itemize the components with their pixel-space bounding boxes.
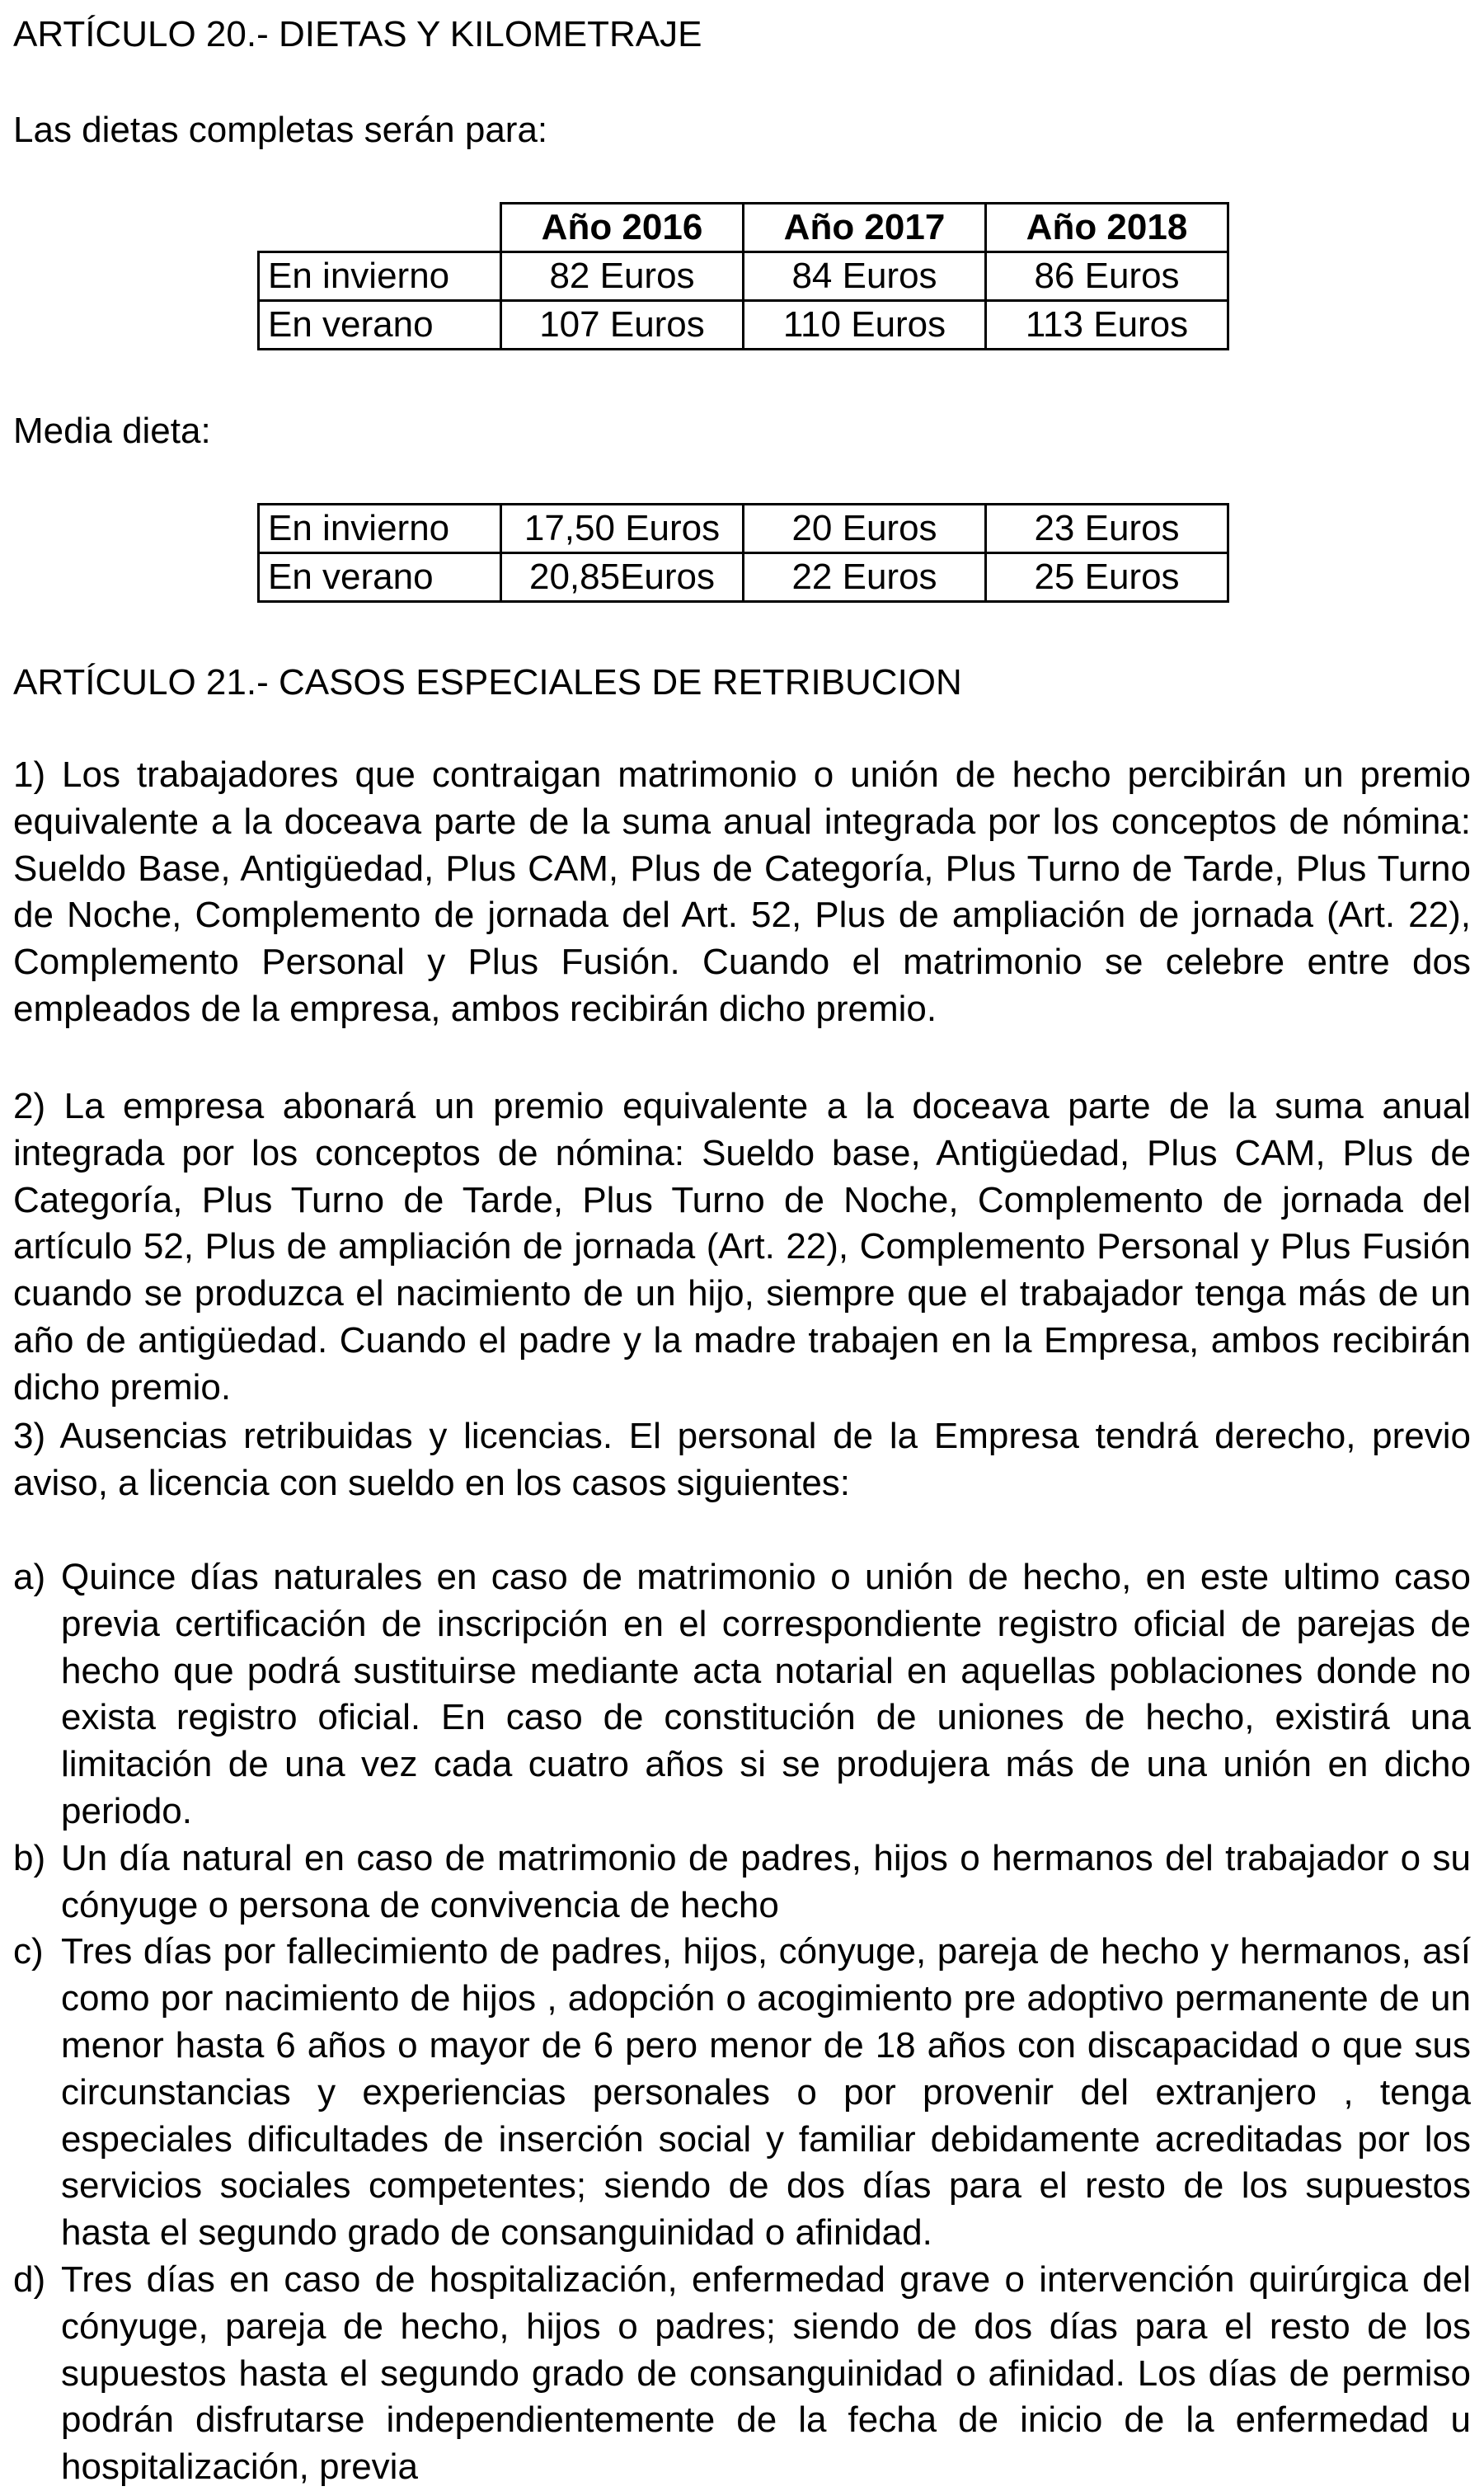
list-marker: c) <box>13 1931 44 1972</box>
rate-cell: 22 Euros <box>744 553 986 602</box>
year-header: Año 2017 <box>744 204 986 252</box>
year-header: Año 2016 <box>501 204 744 252</box>
half-diet-label: Media dieta: <box>13 411 211 451</box>
rate-cell: 17,50 Euros <box>501 505 744 553</box>
table-row <box>259 301 1228 350</box>
list-item <box>13 2257 1471 2491</box>
rate-cell: 113 Euros <box>986 301 1228 350</box>
table-header-row <box>259 204 1228 252</box>
rate-cell: 23 Euros <box>986 505 1228 553</box>
rate-cell: 20,85Euros <box>501 553 744 602</box>
list-item-text: Tres días por fallecimiento de padres, hijos, cónyuge, pareja de hecho y hermanos, así como por nacimiento de hijos , adopción o acogimiento pre adoptivo permanente de un menor hasta 6 años o mayor de 6 pero menor de 18 años con discapacidad o que sus circunstancias y experiencias personales o por provenir del extranjero , tenga especiales dificultades de inserción social y familiar debidamente acreditadas por los servicios sociales competentes; siendo de dos días para el resto de los supuestos hasta el segundo grado de consanguinidad o afinidad. <box>61 1931 1471 2254</box>
full-diet-table <box>257 202 1229 350</box>
list-item-text: Un día natural en caso de matrimonio de padres, hijos o hermanos del trabajador o su cónyuge o persona de convivencia de hecho <box>61 1837 1471 1925</box>
rate-cell: 25 Euros <box>986 553 1228 602</box>
rate-cell: 84 Euros <box>744 252 986 301</box>
list-item <box>13 1929 1471 2257</box>
season-label: En invierno <box>259 505 501 553</box>
list-marker: a) <box>13 1557 46 1597</box>
rate-cell: 107 Euros <box>501 301 744 350</box>
list-item <box>13 1554 1471 1835</box>
article-21-title: ARTÍCULO 21.- CASOS ESPECIALES DE RETRIBUCION <box>13 662 962 703</box>
table-row <box>259 252 1228 301</box>
paragraph-3: 3) Ausencias retribuidas y licencias. El personal de la Empresa tendrá derecho, previo aviso, a licencia con sueldo en los casos siguientes: <box>13 1416 1471 1503</box>
full-diet-intro: Las dietas completas serán para: <box>13 110 548 150</box>
list-item-text: Tres días en caso de hospitalización, enfermedad grave o intervención quirúrgica del cónyuge, pareja de hecho, hijos o padres; siendo de dos días para el resto de los supuestos hasta el segundo grado de consanguinidad o afinidad. Los días de permiso podrán disfrutarse independientemente de la fecha de inicio de la enfermedad u hospitalización, previa <box>61 2258 1471 2488</box>
rate-cell: 86 Euros <box>986 252 1228 301</box>
paragraph-2: 2) La empresa abonará un premio equivalente a la doceava parte de la suma anual integrada por los conceptos de nómina: Sueldo base, Antigüedad, Plus CAM, Plus de Categoría, Plus Turno de Tarde, Plus Turno de Noche, Complemento de jornada del artículo 52, Plus de ampliación de jornada (Art. 22), Complemento Personal y Plus Fusión cuando se produzca el nacimiento de un hijo, siempre que el trabajador tenga más de un año de antigüedad. Cuando el padre y la madre trabajen en la Empresa, ambos recibirán dicho premio. <box>13 1086 1471 1408</box>
list-item <box>13 1835 1471 1929</box>
rate-cell: 82 Euros <box>501 252 744 301</box>
table-row <box>259 505 1228 553</box>
rate-cell: 110 Euros <box>744 301 986 350</box>
paragraph-1: 1) Los trabajadores que contraigan matrimonio o unión de hecho percibirán un premio equivalente a la doceava parte de la suma anual integrada por los conceptos de nómina: Sueldo Base, Antigüedad, Plus CAM, Plus de Categoría, Plus Turno de Tarde, Plus Turno de Noche, Complemento de jornada del Art. 52, Plus de ampliación de jornada (Art. 22), Complemento Personal y Plus Fusión. Cuando el matrimonio se celebre entre dos empleados de la empresa, ambos recibirán dicho premio. <box>13 754 1471 1029</box>
table-corner-cell <box>259 204 501 252</box>
list-marker: d) <box>13 2258 46 2300</box>
rate-cell: 20 Euros <box>744 505 986 553</box>
licence-list <box>13 1554 1471 2491</box>
half-diet-table <box>257 503 1229 603</box>
list-item-text: Quince días naturales en caso de matrimonio o unión de hecho, en este ultimo caso previa certificación de inscripción en el correspondiente registro oficial de parejas de hecho que podrá sustituirse mediante acta notarial en aquellas poblaciones donde no exista registro oficial. En caso de constitución de uniones de hecho, existirá una limitación de una vez cada cuatro años si se produjera más de una unión en dicho periodo. <box>61 1557 1471 1831</box>
season-label: En invierno <box>259 252 501 301</box>
article-20-title: ARTÍCULO 20.- DIETAS Y KILOMETRAJE <box>13 14 702 54</box>
table-row <box>259 553 1228 602</box>
year-header: Año 2018 <box>986 204 1228 252</box>
season-label: En verano <box>259 301 501 350</box>
season-label: En verano <box>259 553 501 602</box>
list-marker: b) <box>13 1837 46 1878</box>
